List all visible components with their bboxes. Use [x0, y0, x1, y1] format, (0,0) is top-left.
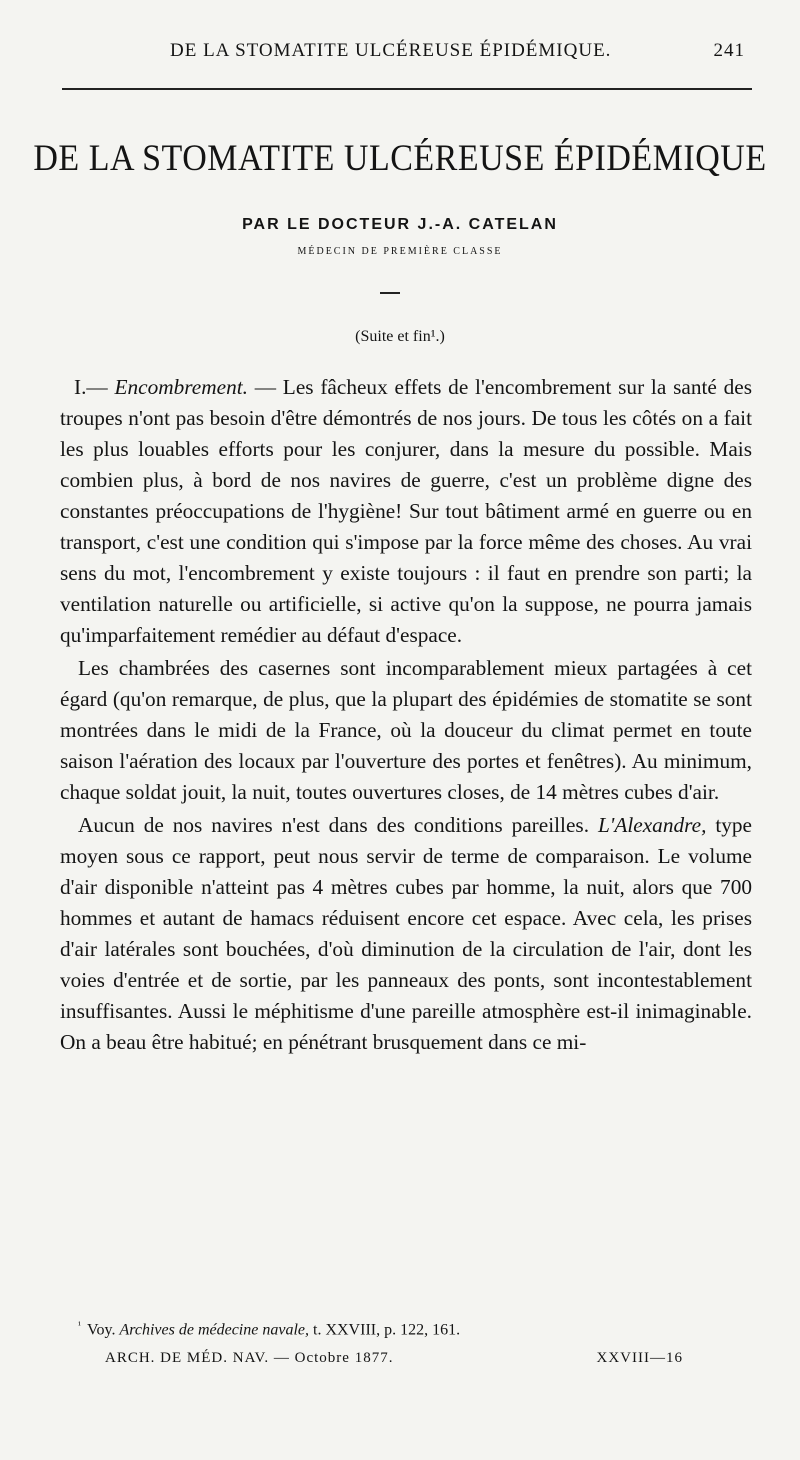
paragraph [60, 372, 752, 651]
paragraph-text: type moyen sous ce rapport, peut nous servir de terme de comparaison. Le volume d'air disponible n'atteint pas 4 mètres cubes par homme, la nuit, alors que 700 hommes et autant de hamacs réduisent encore cet espace. Avec cela, les prises d'air latérales sont bouchées, d'où diminution de la circulation de l'air, dont les voies d'entrée et de sortie, par les panneaux des ponts, sont incontestablement insuffisantes. Aussi le méphitisme d'une pareille atmosphère est-il inimaginable. On a beau être habitué; en pénétrant brusquement dans ce mi- [60, 813, 752, 1054]
continuation-note: (Suite et fin¹.) [355, 328, 445, 345]
author-rank: MÉDECIN DE PREMIÈRE CLASSE [297, 246, 503, 257]
footnote-prefix: Voy. [87, 1321, 116, 1339]
title-separator [380, 292, 400, 294]
paragraph-lead: I.— [74, 375, 115, 399]
footnote [78, 1320, 748, 1339]
running-head-title: DE LA STOMATITE ULCÉREUSE ÉPIDÉMIQUE. [170, 40, 612, 61]
footnote-marker: ¹ [78, 1320, 81, 1331]
paragraph-lead: Aucun de nos navires n'est dans des conditions pareilles. [78, 813, 598, 837]
page-number: 241 [713, 40, 745, 61]
paragraph [60, 810, 752, 1058]
footer-signature: XXVIII—16 [596, 1350, 683, 1366]
footer-journal: ARCH. DE MÉD. NAV. — Octobre 1877. [105, 1350, 394, 1366]
paragraph-text: Les chambrées des casernes sont incomparablement mieux partagées à cet égard (qu'on remarque, de plus, que la plupart des épidémies de stomatite se sont montrées dans le midi de la France, où la douceur du climat permet en toute saison l'aération des locaux par l'ouverture des portes et fenêtres). Au minimum, chaque soldat jouit, la nuit, toutes ouvertures closes, de 14 mètres cubes d'air. [60, 656, 752, 804]
article-title: DE LA STOMATITE ULCÉREUSE ÉPIDÉMIQUE [33, 138, 767, 179]
paragraph [60, 653, 752, 808]
ship-name: L'Alexandre, [597, 813, 707, 837]
header-rule [62, 88, 752, 90]
footnote-reference: t. XXVIII, p. 122, 161. [313, 1321, 461, 1339]
author-byline: PAR LE DOCTEUR J.-A. CATELAN [242, 216, 558, 233]
paragraph-text: — Les fâcheux effets de l'encombrement sur la santé des troupes n'ont pas besoin d'être démontrés de nos jours. De tous les côtés on a fait les plus louables efforts pour les conjurer, dans la mesure du possible. Mais combien plus, à bord de nos navires de guerre, c'est un problème digne des constantes préoccupations de l'hygiène! Sur tout bâtiment armé en guerre ou en transport, c'est une condition qui s'impose par la force même des choses. Au vrai sens du mot, l'encombrement y existe toujours : il faut en prendre son parti; la ventilation naturelle ou artificielle, si active qu'on la suppose, ne pourra jamais qu'imparfaitement remédier au défaut d'espace. [60, 375, 752, 647]
article-body [60, 372, 752, 1058]
footnote-journal: Archives de médecine navale, [119, 1321, 309, 1339]
section-heading: Encombrement. [114, 375, 248, 399]
